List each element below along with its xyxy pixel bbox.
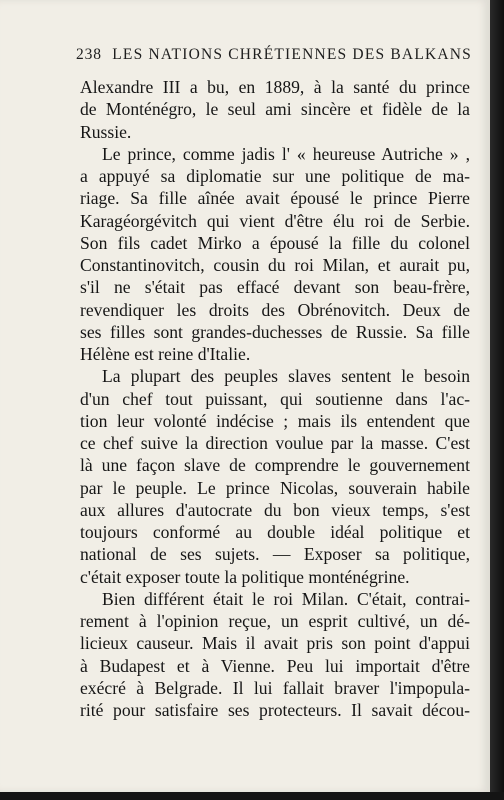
text-line: La plupart des peuples slaves sentent le besoin <box>102 366 470 387</box>
text-line: par le peuple. Le prince Nicolas, souverain habile <box>80 477 470 498</box>
text-line: national de ses sujets. — Exposer sa politique, <box>80 544 470 565</box>
running-head <box>76 46 472 64</box>
text-line: exécré à Belgrade. Il lui fallait braver l'impopula- <box>80 677 470 698</box>
text-line: Hélène est reine d'Italie. <box>80 344 251 364</box>
text-line: aux allures d'autocrate du bon vieux temps, s'est <box>80 499 470 520</box>
text-line: de Monténégro, le seul ami sincère et fidèle de la <box>80 99 470 120</box>
text-line: revendiquer les droits des Obrénovitch. Deux de <box>80 299 470 320</box>
text-line: Le prince, comme jadis l' « heureuse Autriche » , <box>102 143 470 164</box>
text-line: ses filles sont grandes-duchesses de Russie. Sa fille <box>80 321 470 342</box>
text-line: riage. Sa fille aînée avait épousé le prince Pierre <box>80 188 470 209</box>
text-line: Bien différent était le roi Milan. C'était, contrai- <box>102 588 470 609</box>
text-line: Constantinovitch, cousin du roi Milan, et aurait pu, <box>80 255 470 275</box>
running-title: LES NATIONS CHRÉTIENNES DES BALKANS <box>112 46 472 63</box>
text-line: d'un chef tout puissant, qui soutienne dans l'ac- <box>80 388 470 409</box>
text-line: à Budapest et à Vienne. Peu lui importait d'être <box>80 655 470 676</box>
page-edge-shadow <box>490 0 504 800</box>
text-line: s'il ne s'était pas effacé devant son beau-frère, <box>80 277 470 298</box>
text-line: ce chef suive la direction voulue par la masse. C'est <box>80 433 470 453</box>
text-line: Son fils cadet Mirko a épousé la fille du colonel <box>80 232 470 253</box>
text-line: Karagéorgévitch qui vient d'être élu roi de Serbie. <box>80 210 470 231</box>
text-line: tion leur volonté indécise ; mais ils entendent que <box>80 410 470 431</box>
text-line: rement à l'opinion reçue, un esprit cultivé, un dé- <box>80 611 470 631</box>
text-line: toujours conformé au double idéal politique et <box>80 522 470 542</box>
page-number: 238 <box>76 46 102 63</box>
text-line: là une façon slave de comprendre le gouvernement <box>80 455 470 476</box>
text-line: c'était exposer toute la politique monténégrine. <box>80 566 410 587</box>
text-line: Alexandre III a bu, en 1889, à la santé du prince <box>80 77 470 97</box>
text-line: licieux causeur. Mais il avait pris son point d'appui <box>80 633 470 654</box>
text-line: Russie. <box>80 121 132 142</box>
text-line: a appuyé sa diplomatie sur une politique de ma- <box>80 166 470 186</box>
text-line: rité pour satisfaire ses protecteurs. Il savait décou- <box>80 700 470 720</box>
page-bottom-edge <box>0 792 504 800</box>
body-text <box>80 76 470 721</box>
